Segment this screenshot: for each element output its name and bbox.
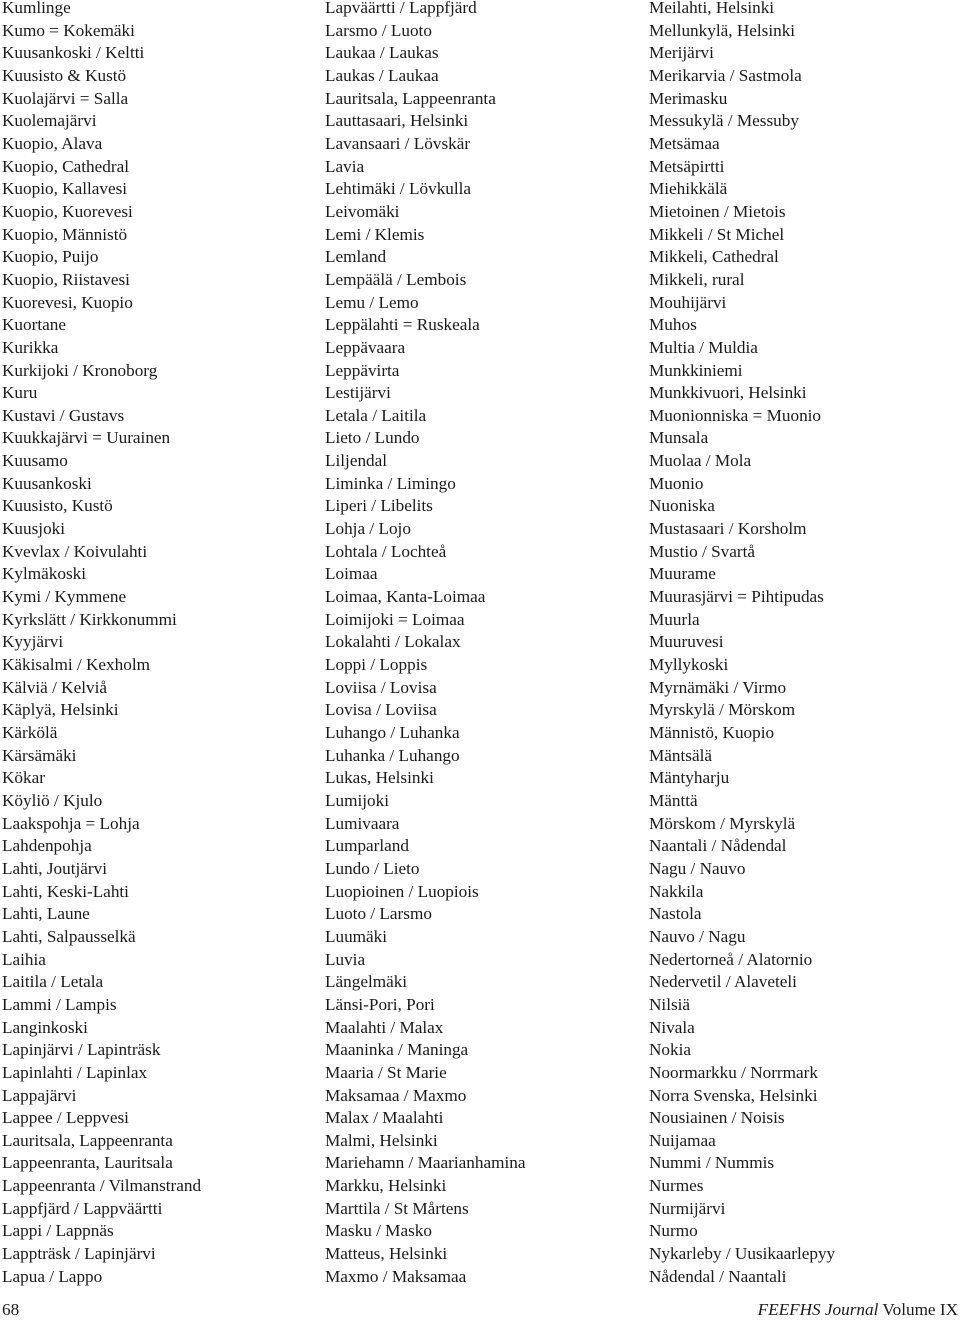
place-name-entry: Mikkeli, rural: [649, 269, 745, 289]
place-list-column-1: [2, 0, 201, 1288]
place-name-entry: Loimijoki = Loimaa: [325, 609, 465, 629]
place-name-entry: Marttila / St Mårtens: [325, 1198, 469, 1218]
place-name-entry: Nivala: [649, 1017, 695, 1037]
place-name-entry: Merijärvi: [649, 43, 714, 63]
place-name-entry: Messukylä / Messuby: [649, 111, 799, 131]
place-name-entry: Lahdenpohja: [2, 836, 92, 856]
place-name-entry: Lemland: [325, 247, 387, 267]
place-name-entry: Liljendal: [325, 451, 388, 471]
place-name-entry: Lahti, Joutjärvi: [2, 858, 108, 878]
place-name-entry: Männistö, Kuopio: [649, 723, 775, 742]
place-name-entry: Kuusisto & Kustö: [2, 65, 127, 85]
place-name-entry: Lestijärvi: [325, 383, 391, 403]
place-name-entry: Nokia: [649, 1040, 692, 1060]
place-name-entry: Luvia: [325, 949, 366, 969]
place-name-entry: Lapua / Lappo: [2, 1266, 103, 1286]
place-name-entry: Kökar: [2, 768, 45, 788]
place-name-entry: Länsi-Pori, Pori: [325, 994, 435, 1014]
place-name-entry: Lohtala / Lochteå: [325, 541, 447, 561]
place-name-entry: Maaria / St Marie: [325, 1062, 447, 1082]
place-name-entry: Lahti, Salpausselkä: [2, 926, 136, 946]
place-name-entry: Nykarleby / Uusikaarlepyy: [649, 1244, 836, 1264]
place-name-entry: Lapinlahti / Lapinlax: [2, 1062, 148, 1082]
place-name-entry: Lieto / Lundo: [325, 428, 420, 448]
page-number: 68: [2, 1300, 20, 1319]
place-name-entry: Lahti, Keski-Lahti: [2, 881, 129, 901]
place-name-entry: Kärkölä: [2, 723, 58, 742]
place-name-entry: Längelmäki: [325, 972, 408, 992]
place-name-entry: Loimaa, Kanta-Loimaa: [325, 587, 486, 607]
place-name-entry: Lapväärtti / Lappfjärd: [325, 0, 477, 17]
place-name-entry: Nagu / Nauvo: [649, 858, 746, 878]
place-name-entry: Munsala: [649, 428, 709, 448]
place-name-entry: Lappajärvi: [2, 1085, 77, 1105]
place-name-entry: Köyliö / Kjulo: [2, 790, 103, 810]
place-name-entry: Lehtimäki / Lövkulla: [325, 179, 472, 199]
place-name-entry: Muuruvesi: [649, 632, 724, 652]
place-name-entry: Kuolemajärvi: [2, 111, 97, 131]
place-name-entry: Lappeenranta / Vilmanstrand: [2, 1176, 202, 1196]
place-name-entry: Kylmäkoski: [2, 564, 87, 584]
place-name-entry: Lappi / Lappnäs: [2, 1221, 114, 1241]
place-name-entry: Mäntyharju: [649, 768, 730, 788]
place-name-entry: Luhango / Luhanka: [325, 723, 460, 742]
place-name-entry: Laukaa / Laukas: [325, 43, 439, 63]
place-name-entry: Luhanka / Luhango: [325, 745, 460, 765]
page-footer: [0, 1299, 958, 1321]
place-name-entry: Maksamaa / Maxmo: [325, 1085, 467, 1105]
place-name-entry: Kustavi / Gustavs: [2, 405, 125, 425]
place-name-entry: Kälviä / Kelviå: [2, 677, 107, 697]
place-name-entry: Metsämaa: [649, 133, 720, 153]
place-name-entry: Lohja / Lojo: [325, 519, 411, 539]
place-name-entry: Muurla: [649, 609, 700, 629]
place-name-entry: Leppälahti = Ruskeala: [325, 315, 480, 335]
place-name-entry: Mustasaari / Korsholm: [649, 519, 807, 539]
place-name-entry: Mouhijärvi: [649, 292, 727, 312]
journal-title: FEEFHS Journal: [757, 1300, 879, 1319]
place-name-entry: Mellunkylä, Helsinki: [649, 20, 796, 40]
place-name-entry: Nakkila: [649, 881, 704, 901]
place-name-entry: Nedervetil / Alaveteli: [649, 972, 797, 992]
place-name-entry: Luopioinen / Luopiois: [325, 881, 479, 901]
place-name-entry: Lumijoki: [325, 790, 389, 810]
place-name-entry: Miehikkälä: [649, 179, 728, 199]
place-name-entry: Muolaa / Mola: [649, 451, 752, 471]
place-name-entry: Kuusjoki: [2, 519, 66, 539]
place-name-entry: Kuolajärvi = Salla: [2, 88, 129, 108]
place-name-entry: Merimasku: [649, 88, 728, 108]
place-name-entry: Lappeenranta, Lauritsala: [2, 1153, 173, 1173]
place-name-entry: Lauttasaari, Helsinki: [325, 111, 469, 131]
place-name-entry: Lundo / Lieto: [325, 858, 420, 878]
place-name-entry: Kuopio, Männistö: [2, 224, 128, 244]
place-name-entry: Kuusisto, Kustö: [2, 496, 113, 516]
place-name-entry: Laihia: [2, 949, 46, 969]
place-name-entry: Kuopio, Riistavesi: [2, 269, 130, 289]
place-name-entry: Nurmes: [649, 1176, 704, 1196]
place-name-entry: Lempäälä / Lembois: [325, 269, 467, 289]
place-name-entry: Kymi / Kymmene: [2, 587, 127, 607]
place-name-entry: Norra Svenska, Helsinki: [649, 1085, 818, 1105]
place-list-column-3: [649, 0, 835, 1288]
place-name-entry: Maalahti / Malax: [325, 1017, 444, 1037]
place-name-entry: Maaninka / Maninga: [325, 1040, 469, 1060]
place-name-entry: Lahti, Laune: [2, 904, 90, 924]
place-name-entry: Loviisa / Lovisa: [325, 677, 437, 697]
place-name-entry: Masku / Masko: [325, 1221, 432, 1241]
place-name-entry: Myrskylä / Mörskom: [649, 700, 796, 720]
place-name-entry: Nådendal / Naantali: [649, 1266, 787, 1286]
place-name-entry: Malax / Maalahti: [325, 1108, 444, 1128]
place-name-entry: Muurasjärvi = Pihtipudas: [649, 587, 824, 607]
place-name-entry: Laukas / Laukaa: [325, 65, 439, 85]
place-name-entry: Nurmo: [649, 1221, 698, 1241]
place-name-entry: Mietoinen / Mietois: [649, 201, 786, 221]
place-name-entry: Kumo = Kokemäki: [2, 20, 135, 40]
place-name-entry: Kuukkajärvi = Uurainen: [2, 428, 171, 448]
place-name-entry: Muonio: [649, 473, 704, 493]
place-name-entry: Mäntsälä: [649, 745, 713, 765]
place-name-entry: Kuopio, Kallavesi: [2, 179, 128, 199]
place-name-entry: Lauritsala, Lappeenranta: [325, 88, 496, 108]
place-name-entry: Kyyjärvi: [2, 632, 64, 652]
place-name-entry: Lammi / Lampis: [2, 994, 117, 1014]
place-name-entry: Naantali / Nådendal: [649, 836, 787, 856]
place-name-entry: Kuusankoski / Keltti: [2, 43, 145, 63]
place-name-entry: Nauvo / Nagu: [649, 926, 746, 946]
place-name-entry: Leivomäki: [325, 201, 400, 221]
place-name-entry: Kärsämäki: [2, 745, 77, 765]
place-name-entry: Munkkiniemi: [649, 360, 743, 380]
place-name-entry: Kuusamo: [2, 451, 68, 471]
place-name-entry: Lappee / Leppvesi: [2, 1108, 129, 1128]
place-name-entry: Myrnämäki / Virmo: [649, 677, 787, 697]
place-name-entry: Kurkijoki / Kronoborg: [2, 360, 158, 380]
place-name-entry: Mariehamn / Maarianhamina: [325, 1153, 526, 1173]
place-name-entry: Muurame: [649, 564, 716, 584]
place-name-entry: Maxmo / Maksamaa: [325, 1266, 467, 1286]
place-name-entry: Malmi, Helsinki: [325, 1130, 438, 1150]
place-name-entry: Mustio / Svartå: [649, 541, 755, 561]
place-name-entry: Kuru: [2, 383, 38, 403]
place-name-entry: Kurikka: [2, 337, 59, 357]
place-name-entry: Luoto / Larsmo: [325, 904, 432, 924]
place-name-entry: Nedertorneå / Alatornio: [649, 949, 813, 969]
place-name-entry: Mikkeli / St Michel: [649, 224, 785, 244]
place-name-entry: Kuopio, Puijo: [2, 247, 99, 267]
place-name-entry: Lauritsala, Lappeenranta: [2, 1130, 173, 1150]
place-name-entry: Lemi / Klemis: [325, 224, 425, 244]
place-name-entry: Nousiainen / Noisis: [649, 1108, 785, 1128]
place-name-entry: Mänttä: [649, 790, 698, 810]
place-name-entry: Loimaa: [325, 564, 378, 584]
place-name-entry: Muonionniska = Muonio: [649, 405, 822, 425]
place-name-entry: Kyrkslätt / Kirkkonummi: [2, 609, 177, 629]
place-name-entry: Mörskom / Myrskylä: [649, 813, 796, 833]
place-name-entry: Lokalahti / Lokalax: [325, 632, 461, 652]
place-name-entry: Matteus, Helsinki: [325, 1244, 448, 1264]
place-name-entry: Liminka / Limingo: [325, 473, 456, 493]
place-name-entry: Lappfjärd / Lappväärtti: [2, 1198, 163, 1218]
place-name-entry: Nuoniska: [649, 496, 715, 516]
place-name-entry: Munkkivuori, Helsinki: [649, 383, 807, 403]
place-name-entry: Merikarvia / Sastmola: [649, 65, 802, 85]
place-name-entry: Kuusankoski: [2, 473, 92, 493]
place-name-entry: Nastola: [649, 904, 702, 924]
place-name-entry: Nummi / Nummis: [649, 1153, 775, 1173]
place-name-entry: Kuortane: [2, 315, 66, 335]
place-name-entry: Letala / Laitila: [325, 405, 427, 425]
place-name-entry: Laakspohja = Lohja: [2, 813, 140, 833]
place-name-entry: Leppävirta: [325, 360, 400, 380]
place-name-entry: Kumlinge: [2, 0, 71, 17]
place-name-entry: Lukas, Helsinki: [325, 768, 434, 788]
place-name-entry: Meilahti, Helsinki: [649, 0, 775, 17]
place-name-entry: Myllykoski: [649, 655, 729, 675]
place-name-entry: Kuorevesi, Kuopio: [2, 292, 133, 312]
place-name-entry: Noormarkku / Norrmark: [649, 1062, 818, 1082]
place-name-entry: Lavia: [325, 156, 365, 176]
place-name-entry: Metsäpirtti: [649, 156, 725, 176]
place-name-entry: Muhos: [649, 315, 697, 335]
place-name-entry: Mikkeli, Cathedral: [649, 247, 779, 267]
place-name-entry: Lovisa / Loviisa: [325, 700, 437, 720]
place-name-entry: Luumäki: [325, 926, 388, 946]
place-name-entry: Lemu / Lemo: [325, 292, 419, 312]
place-name-entry: Kuopio, Alava: [2, 133, 103, 153]
place-name-entry: Loppi / Loppis: [325, 655, 428, 675]
running-title: [758, 1299, 958, 1321]
place-name-entry: Laitila / Letala: [2, 972, 104, 992]
place-name-entry: Liperi / Libelits: [325, 496, 433, 516]
volume-label: Volume IX: [882, 1300, 958, 1319]
place-name-entry: Kvevlax / Koivulahti: [2, 541, 148, 561]
place-name-entry: Markku, Helsinki: [325, 1176, 447, 1196]
place-name-entry: Nilsiä: [649, 994, 691, 1014]
place-name-entry: Käkisalmi / Kexholm: [2, 655, 150, 675]
place-name-entry: Käplyä, Helsinki: [2, 700, 119, 720]
place-name-entry: Lapinjärvi / Lapinträsk: [2, 1040, 161, 1060]
place-name-entry: Lappträsk / Lapinjärvi: [2, 1244, 156, 1264]
place-name-entry: Multia / Muldia: [649, 337, 758, 357]
place-name-entry: Kuopio, Kuorevesi: [2, 201, 133, 221]
place-name-entry: Nurmijärvi: [649, 1198, 726, 1218]
place-name-entry: Lumparland: [325, 836, 409, 856]
place-name-entry: Larsmo / Luoto: [325, 20, 432, 40]
place-name-entry: Nuijamaa: [649, 1130, 716, 1150]
place-list-column-2: [325, 0, 525, 1288]
place-name-entry: Langinkoski: [2, 1017, 88, 1037]
place-name-entry: Leppävaara: [325, 337, 406, 357]
place-name-entry: Lumivaara: [325, 813, 400, 833]
place-name-entry: Lavansaari / Lövskär: [325, 133, 471, 153]
place-name-entry: Kuopio, Cathedral: [2, 156, 129, 176]
